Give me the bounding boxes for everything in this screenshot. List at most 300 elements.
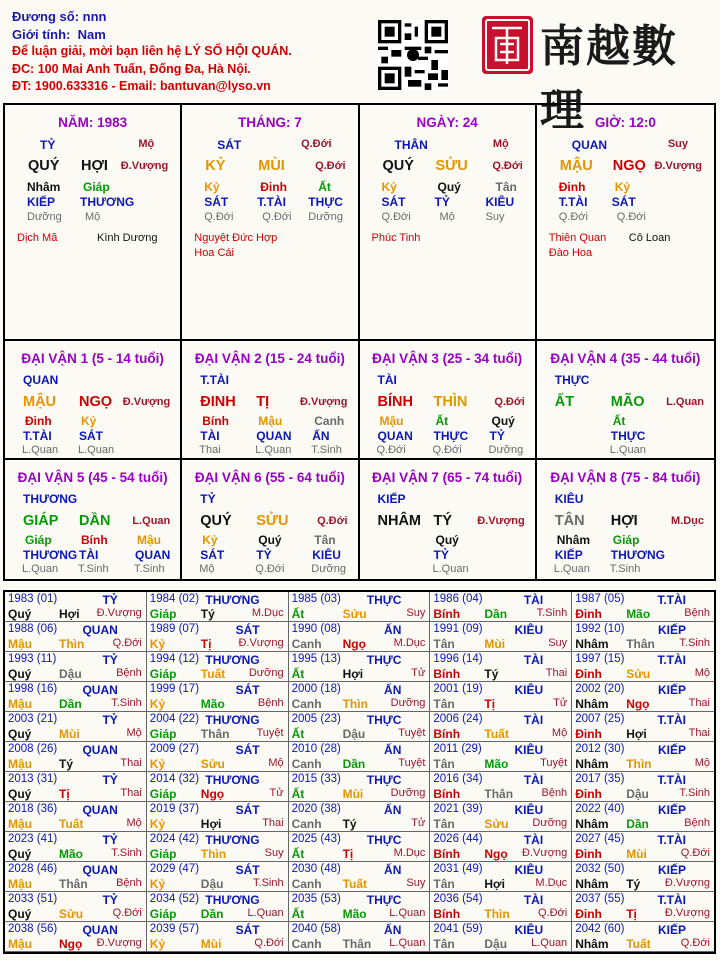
dv-god: KIÊU bbox=[554, 492, 584, 506]
year-can: Canh bbox=[291, 757, 322, 771]
year-phase: Bệnh bbox=[257, 697, 284, 709]
year-chi: Tý bbox=[484, 667, 499, 681]
year-phase: M.Dục bbox=[393, 637, 426, 649]
pillar-god: QUAN bbox=[571, 138, 608, 152]
hidden-stem-1: Kỷ bbox=[381, 180, 397, 194]
hidden-phase-1: Q.Đới bbox=[558, 211, 588, 223]
year-god: KIẾP bbox=[657, 803, 686, 817]
year-phase: Tuyệt bbox=[256, 727, 284, 739]
dv-hidden-phase: L.Quan bbox=[78, 444, 115, 456]
year-god: SÁT bbox=[235, 923, 260, 937]
year-god: TỶ bbox=[102, 713, 118, 727]
year-chi: Tuất bbox=[200, 667, 226, 681]
year-god: QUAN bbox=[82, 683, 118, 697]
year-chi: Dần bbox=[626, 817, 649, 831]
year-can: Nhâm bbox=[575, 937, 609, 951]
year-god: THƯƠNG bbox=[205, 593, 260, 607]
year-cell bbox=[572, 832, 714, 862]
year-label: 2015 (33) bbox=[291, 773, 341, 785]
hidden-phase-3: Dưỡng bbox=[308, 211, 344, 223]
dv-hidden-stem: Ất bbox=[435, 414, 449, 428]
year-god: TỶ bbox=[102, 653, 118, 667]
year-can: Giáp bbox=[149, 907, 177, 921]
year-can: Canh bbox=[291, 817, 322, 831]
hidden-phase-1: Q.Đới bbox=[204, 211, 234, 223]
dv-can: TÂN bbox=[554, 513, 585, 529]
year-phase: Q.Đới bbox=[537, 907, 568, 919]
year-chi: Ngọ bbox=[200, 787, 225, 801]
year-label: 1997 (15) bbox=[575, 653, 625, 665]
year-god: SÁT bbox=[235, 803, 260, 817]
year-phase: L.Quan bbox=[247, 907, 284, 919]
year-cell bbox=[572, 892, 714, 922]
hidden-phase-1: Dưỡng bbox=[27, 211, 62, 223]
dv-can: QUÝ bbox=[200, 513, 232, 529]
year-label: 1983 (01) bbox=[8, 593, 58, 605]
pillar-phase: Q.Đới bbox=[492, 160, 523, 172]
year-label: 2004 (22) bbox=[149, 713, 200, 725]
year-label: 1989 (07) bbox=[149, 623, 200, 635]
dv-title: ĐẠI VẬN 5 (45 - 54 tuổi) bbox=[17, 470, 168, 485]
hidden-stem-3: Ất bbox=[318, 180, 331, 194]
year-chi: Ngọ bbox=[59, 937, 83, 951]
year-cell bbox=[5, 652, 147, 682]
year-chi: Dần bbox=[484, 607, 508, 621]
year-can: Bính bbox=[433, 667, 461, 681]
year-can: Canh bbox=[291, 937, 322, 951]
year-phase: T.Sinh bbox=[536, 607, 568, 619]
year-cell bbox=[5, 592, 147, 622]
year-chi: Thân bbox=[484, 787, 514, 801]
dv-hidden-phase: Dưỡng bbox=[311, 563, 347, 575]
pillar-chi: NGỌ bbox=[612, 158, 646, 174]
pillar-4 bbox=[537, 105, 714, 339]
year-can: Canh bbox=[291, 637, 322, 651]
year-cell bbox=[430, 892, 572, 922]
pillar-chi: SỬU bbox=[435, 158, 468, 174]
year-chi: Hợi bbox=[626, 727, 647, 741]
dv-hidden-phase: L.Quan bbox=[553, 563, 590, 575]
year-cell bbox=[430, 682, 572, 712]
year-label: 2011 (29) bbox=[433, 743, 482, 755]
year-can: Bính bbox=[433, 727, 461, 741]
year-chi: Hợi bbox=[200, 817, 222, 831]
dai-van-8 bbox=[537, 460, 714, 579]
year-chi: Sửu bbox=[484, 817, 509, 831]
year-can: Nhâm bbox=[575, 877, 609, 891]
year-phase: Bệnh bbox=[116, 877, 142, 889]
year-label: 2028 (46) bbox=[8, 863, 58, 875]
pillar-phase-top: Q.Đới bbox=[301, 138, 332, 150]
year-label: 2010 (28) bbox=[291, 743, 341, 755]
year-cell bbox=[5, 802, 147, 832]
year-cell bbox=[289, 802, 431, 832]
year-can: Giáp bbox=[149, 727, 177, 741]
year-god: KIÊU bbox=[514, 743, 544, 757]
year-phase: Mộ bbox=[694, 667, 710, 679]
year-god: SÁT bbox=[235, 863, 260, 877]
year-cell bbox=[147, 772, 289, 802]
year-cell bbox=[572, 742, 714, 772]
year-phase: Đ.Vượng bbox=[664, 877, 710, 889]
year-chi: Mão bbox=[342, 907, 367, 921]
year-label: 2007 (25) bbox=[575, 713, 625, 725]
year-label: 2005 (23) bbox=[291, 713, 341, 725]
year-phase: L.Quan bbox=[389, 907, 426, 919]
dv-hidden-god: TỶ bbox=[256, 548, 272, 562]
dv-hidden-stem: Quý bbox=[491, 414, 515, 428]
year-can: Mậu bbox=[8, 817, 32, 831]
dv-hidden-phase: T.Sinh bbox=[134, 563, 165, 575]
year-god: KIẾP bbox=[657, 743, 686, 757]
dv-god: T.TÀI bbox=[200, 373, 229, 387]
year-phase: Dưỡng bbox=[390, 697, 426, 709]
year-cell bbox=[289, 682, 431, 712]
year-label: 2042 (60) bbox=[575, 923, 625, 935]
year-can: Mậu bbox=[8, 757, 32, 771]
year-can: Nhâm bbox=[575, 697, 609, 711]
year-cell bbox=[572, 652, 714, 682]
year-phase: Tử bbox=[269, 787, 284, 799]
dv-god: TÀI bbox=[377, 373, 397, 387]
year-phase: L.Quan bbox=[389, 937, 426, 949]
year-can: Quý bbox=[8, 847, 32, 861]
year-phase: Q.Đới bbox=[112, 637, 142, 649]
year-phase: Mộ bbox=[551, 727, 568, 739]
year-can: Kỷ bbox=[149, 877, 166, 891]
year-label: 2039 (57) bbox=[149, 923, 200, 935]
year-god: THỰC bbox=[366, 773, 402, 787]
year-god: THỰC bbox=[366, 653, 402, 667]
year-label: 1986 (04) bbox=[433, 593, 483, 605]
dv-chi: MÃO bbox=[610, 394, 645, 410]
hidden-god-3: THỰC bbox=[308, 195, 343, 209]
year-god: QUAN bbox=[82, 923, 118, 937]
year-chi: Thìn bbox=[626, 757, 652, 771]
year-cell bbox=[147, 712, 289, 742]
year-chi: Thân bbox=[626, 637, 655, 651]
pillar-can: QUÝ bbox=[28, 158, 60, 174]
year-chi: Sửu bbox=[59, 907, 84, 921]
dv-god: THƯƠNG bbox=[23, 492, 78, 506]
pillar-title: NGÀY: 24 bbox=[416, 115, 478, 130]
year-label: 2017 (35) bbox=[575, 773, 625, 785]
year-god: T.TÀI bbox=[657, 593, 686, 607]
dv-hidden-stem: Nhâm bbox=[556, 533, 591, 547]
year-god: ẤN bbox=[384, 863, 402, 877]
dv-title: ĐẠI VẬN 7 (65 - 74 tuổi) bbox=[372, 470, 523, 485]
year-god: THƯƠNG bbox=[205, 653, 260, 667]
year-phase: T.Sinh bbox=[111, 847, 142, 859]
year-cell bbox=[5, 862, 147, 892]
year-chi: Tuất bbox=[342, 877, 368, 891]
year-cell bbox=[147, 592, 289, 622]
year-label: 2037 (55) bbox=[575, 893, 625, 905]
hidden-god-2: THƯƠNG bbox=[80, 195, 135, 209]
year-cell bbox=[572, 772, 714, 802]
hidden-stem-1: Nhâm bbox=[27, 180, 61, 194]
year-label: 2030 (48) bbox=[291, 863, 341, 875]
year-cell bbox=[572, 682, 714, 712]
year-chi: Mùi bbox=[484, 637, 506, 651]
star-1: Phúc Tinh bbox=[371, 232, 421, 244]
year-label: 1998 (16) bbox=[8, 683, 58, 695]
year-can: Bính bbox=[433, 907, 461, 921]
star-2: Cô Loan bbox=[628, 232, 671, 244]
year-cell bbox=[430, 742, 572, 772]
dv-hidden-stem: Kỷ bbox=[202, 533, 218, 547]
year-label: 2022 (40) bbox=[575, 803, 625, 815]
year-can: Quý bbox=[8, 727, 32, 741]
year-can: Đinh bbox=[575, 607, 602, 621]
year-can: Đinh bbox=[575, 847, 602, 861]
year-label: 2038 (56) bbox=[8, 923, 58, 935]
year-god: KIẾP bbox=[657, 923, 686, 937]
hidden-god-2: SÁT bbox=[611, 195, 636, 209]
year-phase: Tuyệt bbox=[540, 757, 568, 769]
hidden-phase-2: Mộ bbox=[85, 211, 101, 223]
year-label: 2016 (34) bbox=[433, 773, 483, 785]
year-god: TỶ bbox=[102, 893, 118, 907]
pillar-chi: HỢI bbox=[81, 158, 108, 174]
year-can: Ất bbox=[291, 847, 305, 861]
year-god: KIÊU bbox=[514, 863, 544, 877]
dv-god: THỰC bbox=[554, 373, 590, 387]
year-can: Ất bbox=[291, 727, 305, 741]
dv-title: ĐẠI VẬN 3 (25 - 34 tuổi) bbox=[372, 351, 523, 366]
dv-hidden-god: TÀI bbox=[79, 548, 99, 562]
year-chi: Ngọ bbox=[484, 847, 508, 861]
star-3: Hoa Cái bbox=[194, 247, 234, 259]
dv-hidden-stem: Quý bbox=[258, 533, 282, 547]
year-god: TÀI bbox=[523, 773, 544, 787]
year-cell bbox=[5, 682, 147, 712]
hidden-stem-2: Kỷ bbox=[614, 180, 631, 194]
year-chi: Thân bbox=[342, 937, 372, 951]
year-chi: Mão bbox=[200, 697, 225, 711]
year-cell bbox=[289, 652, 431, 682]
year-label: 1995 (13) bbox=[291, 653, 341, 665]
year-god: ẤN bbox=[384, 623, 402, 637]
year-god: T.TÀI bbox=[657, 893, 686, 907]
dv-hidden-phase: T.Sinh bbox=[609, 563, 641, 575]
dv-hidden-phase: Mộ bbox=[199, 563, 215, 575]
year-label: 2009 (27) bbox=[149, 743, 200, 755]
dv-hidden-phase: L.Quan bbox=[255, 444, 292, 456]
year-phase: Mộ bbox=[126, 817, 142, 829]
dv-hidden-stem: Canh bbox=[314, 414, 345, 428]
gender-line: Giới tính: Nam bbox=[12, 26, 106, 42]
year-label: 2006 (24) bbox=[433, 713, 483, 725]
dai-van-3 bbox=[360, 341, 537, 460]
dv-hidden-stem: Tân bbox=[314, 533, 336, 547]
year-god: KIÊU bbox=[514, 803, 544, 817]
year-can: Tân bbox=[433, 697, 455, 711]
dv-hidden-stem: Quý bbox=[435, 533, 459, 547]
year-label: 2034 (52) bbox=[149, 893, 200, 905]
year-cell bbox=[289, 712, 431, 742]
dv-hidden-phase: Q.Đới bbox=[376, 444, 406, 456]
year-label: 2003 (21) bbox=[8, 713, 58, 725]
year-label: 1984 (02) bbox=[149, 593, 200, 605]
year-chi: Sửu bbox=[626, 667, 651, 681]
year-label: 2024 (42) bbox=[149, 833, 200, 845]
year-chi: Dần bbox=[59, 697, 82, 711]
year-phase: Bệnh bbox=[684, 607, 710, 619]
year-chi: Mão bbox=[484, 757, 509, 771]
year-label: 2036 (54) bbox=[433, 893, 483, 905]
dv-can: MẬU bbox=[23, 394, 57, 410]
dv-hidden-phase: L.Quan bbox=[22, 563, 59, 575]
year-can: Bính bbox=[433, 787, 461, 801]
dv-phase: Q.Đới bbox=[494, 396, 525, 408]
year-label: 2032 (50) bbox=[575, 863, 625, 875]
year-god: TÀI bbox=[523, 713, 544, 727]
hidden-stem-1: Kỷ bbox=[204, 180, 220, 194]
dv-chi: HỢI bbox=[610, 513, 638, 529]
year-can: Kỷ bbox=[149, 637, 166, 651]
year-cell bbox=[147, 862, 289, 892]
year-cell bbox=[430, 772, 572, 802]
year-chi: Thìn bbox=[342, 697, 368, 711]
year-phase: Đ.Vượng bbox=[96, 607, 142, 619]
dv-chi: TỊ bbox=[256, 394, 270, 410]
dv-hidden-god: TỶ bbox=[489, 429, 505, 443]
dv-hidden-stem: Mậu bbox=[379, 414, 404, 428]
year-phase: M.Dục bbox=[393, 847, 426, 859]
year-label: 2033 (51) bbox=[8, 893, 58, 905]
dv-hidden-god: KIẾP bbox=[554, 548, 583, 562]
year-can: Ất bbox=[291, 787, 305, 801]
dv-title: ĐẠI VẬN 8 (75 - 84 tuổi) bbox=[550, 470, 701, 485]
year-can: Bính bbox=[433, 847, 461, 861]
year-cell bbox=[5, 772, 147, 802]
year-phase: Thai bbox=[120, 787, 142, 799]
year-phase: Q.Đới bbox=[680, 847, 710, 859]
dv-hidden-god: TÀI bbox=[200, 429, 220, 443]
year-can: Tân bbox=[433, 877, 455, 891]
dv-can: ẤT bbox=[554, 394, 575, 410]
year-god: TỶ bbox=[102, 593, 118, 607]
year-can: Ất bbox=[291, 667, 305, 681]
year-phase: T.Sinh bbox=[111, 697, 142, 709]
year-chi: Tị bbox=[342, 847, 354, 861]
dv-phase: Đ.Vượng bbox=[122, 396, 171, 408]
dv-god: KIẾP bbox=[377, 492, 406, 506]
dv-hidden-stem: Ất bbox=[612, 414, 626, 428]
dv-hidden-stem: Bính bbox=[202, 414, 229, 428]
year-chi: Hợi bbox=[59, 607, 80, 621]
year-phase: Tử bbox=[553, 697, 568, 709]
year-phase: Thai bbox=[545, 667, 568, 679]
year-can: Mậu bbox=[8, 877, 32, 891]
year-phase: Mộ bbox=[126, 727, 142, 739]
pillar-phase: Đ.Vượng bbox=[120, 160, 169, 172]
year-cell bbox=[289, 922, 431, 952]
year-label: 2029 (47) bbox=[149, 863, 200, 875]
year-label: 2021 (39) bbox=[433, 803, 483, 815]
year-cell bbox=[430, 622, 572, 652]
pillar-phase: Đ.Vượng bbox=[654, 160, 702, 172]
year-god: QUAN bbox=[82, 863, 118, 877]
pillar-can: KỶ bbox=[205, 158, 226, 174]
year-phase: Mộ bbox=[694, 757, 710, 769]
year-chi: Dậu bbox=[342, 727, 366, 741]
year-label: 2002 (20) bbox=[575, 683, 625, 695]
year-chi: Tý bbox=[200, 607, 215, 621]
year-cell bbox=[572, 622, 714, 652]
year-phase: Thai bbox=[120, 757, 142, 769]
year-cell bbox=[572, 712, 714, 742]
year-chi: Mùi bbox=[626, 847, 647, 861]
year-chi: Tị bbox=[59, 787, 70, 801]
four-pillars-grid bbox=[3, 103, 716, 341]
year-chi: Dần bbox=[342, 757, 366, 771]
year-god: ẤN bbox=[384, 683, 402, 697]
year-god: T.TÀI bbox=[657, 653, 686, 667]
year-god: THƯƠNG bbox=[205, 773, 260, 787]
annual-years-table bbox=[3, 590, 716, 954]
year-can: Nhâm bbox=[575, 757, 609, 771]
year-cell bbox=[430, 712, 572, 742]
year-chi: Tị bbox=[626, 907, 637, 921]
hidden-phase-1: Q.Đới bbox=[381, 211, 411, 223]
year-can: Tân bbox=[433, 757, 455, 771]
year-god: THƯƠNG bbox=[205, 833, 260, 847]
year-label: 2040 (58) bbox=[291, 923, 341, 935]
year-cell bbox=[5, 622, 147, 652]
year-label: 1992 (10) bbox=[575, 623, 625, 635]
dai-van-grid bbox=[3, 341, 716, 581]
dv-can: ĐINH bbox=[200, 394, 236, 410]
dai-van-4 bbox=[537, 341, 714, 460]
hidden-god-1: KIẾP bbox=[27, 195, 56, 209]
year-chi: Dậu bbox=[200, 877, 224, 891]
year-god: T.TÀI bbox=[657, 713, 686, 727]
year-can: Giáp bbox=[149, 607, 177, 621]
year-cell bbox=[5, 712, 147, 742]
year-phase: Thai bbox=[262, 817, 284, 829]
hidden-stem-2: Đinh bbox=[260, 180, 287, 194]
dv-hidden-god: T.TÀI bbox=[23, 429, 52, 443]
dai-van-6 bbox=[182, 460, 359, 579]
year-god: THƯƠNG bbox=[205, 713, 260, 727]
year-label: 2035 (53) bbox=[291, 893, 341, 905]
year-label: 2001 (19) bbox=[433, 683, 483, 695]
year-god: THỰC bbox=[366, 833, 402, 847]
year-label: 2026 (44) bbox=[433, 833, 483, 845]
year-label: 1991 (09) bbox=[433, 623, 483, 635]
year-phase: Suy bbox=[406, 607, 426, 619]
hidden-god-3: KIÊU bbox=[485, 195, 515, 209]
year-cell bbox=[147, 652, 289, 682]
year-phase: Q.Đới bbox=[680, 937, 710, 949]
year-label: 2031 (49) bbox=[433, 863, 483, 875]
year-god: TÀI bbox=[523, 893, 544, 907]
year-chi: Tý bbox=[342, 817, 357, 831]
year-god: THƯƠNG bbox=[205, 893, 260, 907]
qr-code-icon bbox=[378, 20, 448, 90]
phone-email-line: ĐT: 1900.633316 - Email: bantuvan@lyso.vn bbox=[12, 79, 271, 93]
year-god: KIÊU bbox=[514, 623, 544, 637]
year-label: 1985 (03) bbox=[291, 593, 341, 605]
year-god: ẤN bbox=[384, 803, 402, 817]
year-cell bbox=[5, 892, 147, 922]
dv-hidden-phase: T.Sinh bbox=[311, 444, 342, 456]
dv-hidden-god: QUAN bbox=[377, 429, 413, 443]
year-can: Quý bbox=[8, 607, 32, 621]
year-phase: T.Sinh bbox=[679, 787, 710, 799]
